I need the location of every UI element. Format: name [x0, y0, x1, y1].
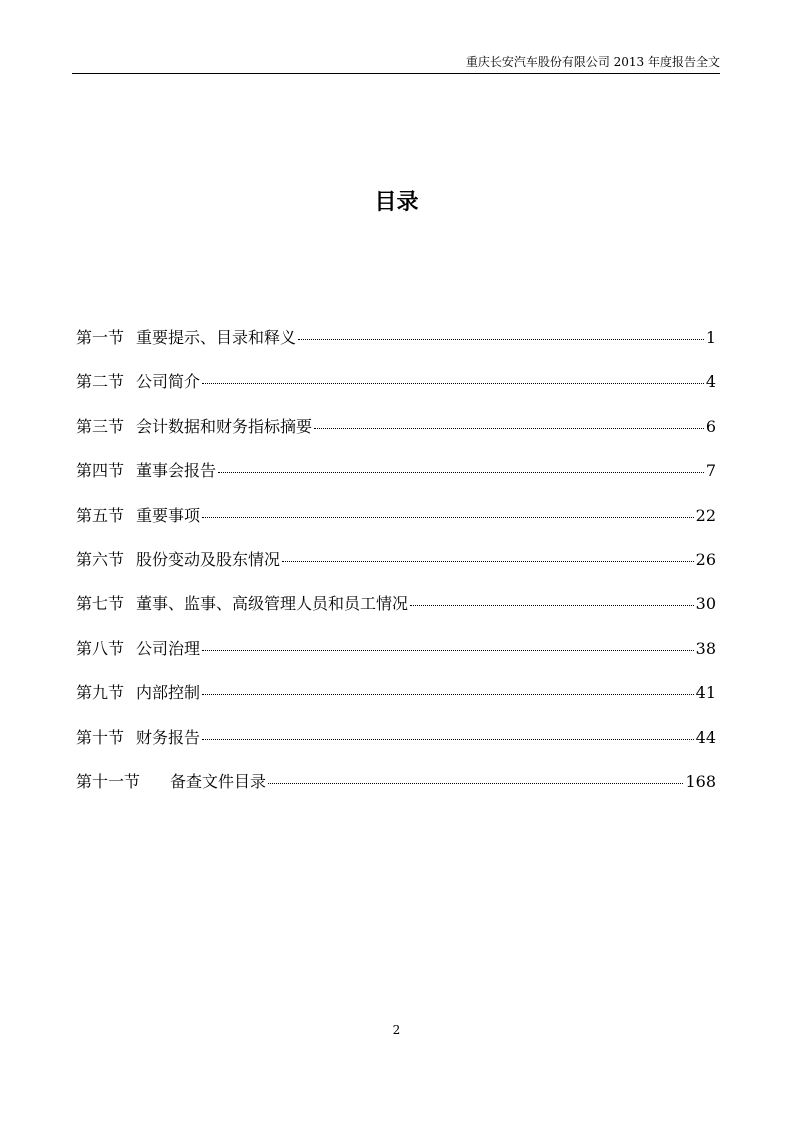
toc-entry-text: 公司治理 — [136, 638, 201, 658]
toc-entry-11[interactable] — [76, 766, 716, 810]
toc-entry-7[interactable] — [76, 588, 716, 632]
toc-entry-6[interactable] — [76, 544, 716, 588]
toc-entry-1[interactable] — [76, 322, 716, 366]
toc-page-number: 1 — [705, 328, 716, 347]
toc-dot-leader — [268, 783, 683, 784]
toc-page-number: 30 — [695, 594, 716, 614]
toc-dot-leader — [202, 650, 694, 651]
toc-section-label: 第八节 — [76, 638, 125, 658]
toc-section-label: 第四节 — [76, 461, 125, 481]
toc-entry-9[interactable] — [76, 677, 716, 721]
toc-section-label: 第三节 — [76, 416, 125, 436]
toc-entry-text: 公司简介 — [136, 372, 201, 392]
toc-dot-leader — [202, 694, 694, 695]
toc-page-number: 22 — [695, 505, 716, 525]
toc-entry-4[interactable] — [76, 455, 716, 499]
toc-dot-leader — [298, 339, 704, 340]
toc-dot-leader — [202, 517, 694, 518]
toc-section-label: 第十一节 — [76, 771, 141, 791]
toc-entry-3[interactable] — [76, 411, 716, 455]
toc-title: 目录 — [374, 189, 419, 215]
toc-entry-2[interactable] — [76, 366, 716, 410]
toc-entry-text: 重要事项 — [136, 505, 201, 525]
page-number: 2 — [392, 1023, 401, 1037]
toc-dot-leader — [410, 605, 694, 606]
toc-section-label: 第十节 — [76, 727, 125, 747]
toc-section-label: 第一节 — [76, 328, 125, 347]
toc-entry-text: 会计数据和财务指标摘要 — [136, 416, 313, 436]
toc-list — [76, 322, 716, 810]
toc-entry-text: 重要提示、目录和释义 — [136, 328, 297, 347]
toc-entry-8[interactable] — [76, 633, 716, 677]
toc-section-label: 第七节 — [76, 594, 125, 614]
toc-page-number: 168 — [685, 771, 716, 791]
toc-page-number: 7 — [705, 461, 716, 481]
toc-section-label: 第二节 — [76, 372, 125, 392]
toc-entry-text: 备查文件目录 — [170, 771, 267, 791]
toc-dot-leader — [202, 739, 694, 740]
toc-section-label: 第六节 — [76, 549, 125, 569]
toc-dot-leader — [314, 428, 704, 429]
toc-entry-text: 内部控制 — [136, 683, 201, 703]
toc-section-label: 第九节 — [76, 683, 125, 703]
toc-section-label: 第五节 — [76, 505, 125, 525]
toc-entry-text: 董事、监事、高级管理人员和员工情况 — [136, 594, 409, 614]
toc-dot-leader — [282, 561, 694, 562]
toc-entry-text: 董事会报告 — [136, 461, 217, 481]
header-rule — [72, 73, 720, 74]
toc-entry-text: 股份变动及股东情况 — [136, 549, 281, 569]
toc-entry-text: 财务报告 — [136, 727, 201, 747]
toc-page-number: 44 — [695, 727, 716, 747]
toc-page-number: 26 — [695, 549, 716, 569]
toc-page-number: 38 — [695, 638, 716, 658]
toc-page-number: 41 — [695, 683, 716, 703]
toc-page-number: 4 — [705, 372, 716, 392]
toc-dot-leader — [218, 472, 704, 473]
running-header: 重庆长安汽车股份有限公司 2013 年度报告全文 — [465, 55, 720, 69]
toc-page-number: 6 — [705, 416, 716, 436]
toc-dot-leader — [202, 383, 704, 384]
toc-entry-10[interactable] — [76, 722, 716, 766]
toc-entry-5[interactable] — [76, 500, 716, 544]
